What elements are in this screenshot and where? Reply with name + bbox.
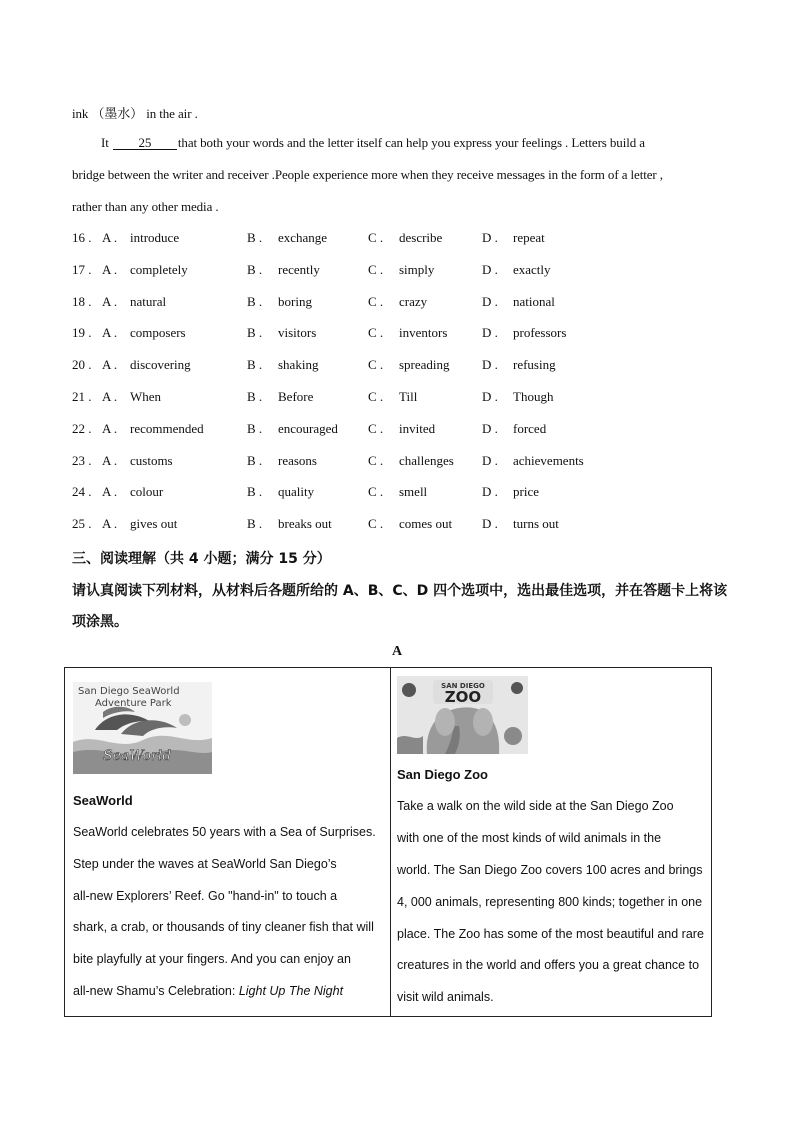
- question-number: 24 .: [72, 484, 92, 500]
- question-number: 19 .: [72, 325, 92, 341]
- zoo-text-line: with one of the most kinds of wild animals in the: [397, 831, 662, 845]
- option-letter-d: D .: [482, 230, 498, 245]
- question-row: [72, 294, 692, 326]
- seaworld-text-last-start: all-new Shamu’s Celebration:: [73, 984, 239, 998]
- option-letter-d: D .: [482, 325, 498, 341]
- option-b: breaks out: [278, 516, 332, 532]
- question-row: [72, 230, 692, 262]
- question-options-list: [72, 230, 692, 548]
- question-number: 22 .: [72, 420, 92, 436]
- zoo-logo-text-2: ZOO: [444, 688, 482, 706]
- option-letter-a: A .: [102, 293, 118, 309]
- option-letter-b: B .: [247, 420, 263, 436]
- seaworld-title: SeaWorld: [73, 793, 133, 808]
- option-letter-a: A .: [102, 484, 118, 500]
- option-a: recommended: [130, 420, 204, 436]
- option-letter-a: A .: [102, 230, 118, 245]
- option-letter-c: C .: [368, 293, 384, 309]
- seaworld-logo-brand: SeaWorld: [103, 748, 172, 764]
- option-a: completely: [130, 261, 188, 277]
- option-letter-b: B .: [247, 452, 263, 468]
- option-letter-a: A .: [102, 420, 118, 436]
- zoo-text-line: world. The San Diego Zoo covers 100 acres and brings: [397, 863, 703, 877]
- seaworld-text-line: SeaWorld celebrates 50 years with a Sea of Surprises.: [73, 825, 376, 839]
- zoo-text-line: Take a walk on the wild side at the San Diego Zoo: [397, 799, 674, 813]
- option-d: achievements: [513, 452, 584, 468]
- option-d: national: [513, 293, 555, 309]
- option-letter-c: C .: [368, 484, 384, 500]
- seaworld-text-line: all-new Explorers’ Reef. Go "hand-in" to touch a: [73, 889, 338, 903]
- option-c: comes out: [399, 516, 453, 532]
- option-a: When: [130, 388, 162, 404]
- seaworld-text-line: Step under the waves at SeaWorld San Diego’s: [73, 857, 337, 871]
- section-heading: 三、阅读理解（共 4 小题；满分 15 分）: [72, 551, 331, 567]
- zoo-text-line: place. The Zoo has some of the most beautiful and rare: [397, 927, 704, 941]
- option-b: visitors: [278, 325, 317, 341]
- option-letter-c: C .: [368, 420, 384, 436]
- option-letter-d: D .: [482, 516, 498, 532]
- option-b: Before: [278, 388, 314, 404]
- option-letter-c: C .: [368, 452, 384, 468]
- answer-blank-25: 25: [113, 136, 177, 150]
- option-a: introduce: [130, 230, 180, 245]
- option-letter-b: B .: [247, 357, 263, 373]
- option-b: encouraged: [278, 420, 338, 436]
- seaworld-text-line: shark, a crab, or thousands of tiny cleaner fish that will: [73, 920, 374, 934]
- option-letter-d: D .: [482, 388, 498, 404]
- question-row: [72, 357, 692, 389]
- zoo-title: San Diego Zoo: [397, 767, 488, 782]
- option-letter-a: A .: [102, 388, 118, 404]
- section-instruction-line-1: 请认真阅读下列材料，从材料后各题所给的 A、B、C、D 四个选项中，选出最佳选项，并在答题卡上将该: [72, 583, 728, 599]
- option-letter-c: C .: [368, 388, 384, 404]
- option-d: turns out: [513, 516, 559, 532]
- option-letter-a: A .: [102, 325, 118, 341]
- option-letter-a: A .: [102, 516, 118, 532]
- option-c: invited: [399, 420, 436, 436]
- question-number: 18 .: [72, 293, 92, 309]
- question-row: [72, 484, 692, 516]
- question-number: 23 .: [72, 452, 92, 468]
- option-c: describe: [399, 230, 443, 245]
- option-letter-a: A .: [102, 357, 118, 373]
- question-row: [72, 389, 692, 421]
- option-letter-d: D .: [482, 261, 498, 277]
- section-instruction-line-2: 项涂黑。: [72, 614, 128, 630]
- option-letter-c: C .: [368, 516, 384, 532]
- option-letter-b: B .: [247, 261, 263, 277]
- question-number: 25 .: [72, 516, 92, 532]
- option-d: exactly: [513, 261, 551, 277]
- option-d: forced: [513, 420, 547, 436]
- option-letter-a: A .: [102, 452, 118, 468]
- option-b: quality: [278, 484, 315, 500]
- question-row: [72, 453, 692, 485]
- option-d: professors: [513, 325, 567, 341]
- zoo-text-line: visit wild animals.: [397, 990, 494, 1004]
- option-letter-b: B .: [247, 325, 263, 341]
- zoo-text-line: creatures in the world and offers you a great chance to: [397, 958, 700, 972]
- passage-line-3: bridge between the writer and receiver .People experience more when they receive messages in the form of a letter ,: [72, 167, 663, 182]
- option-letter-d: D .: [482, 420, 498, 436]
- seaworld-logo-text-2: Adventure Park: [95, 698, 172, 709]
- option-letter-c: C .: [368, 261, 384, 277]
- seaworld-text-line: bite playfully at your fingers. And you can enjoy an: [73, 952, 351, 966]
- question-row: [72, 262, 692, 294]
- option-d: price: [513, 484, 539, 500]
- seaworld-text-line-last: [73, 984, 343, 998]
- option-c: simply: [399, 261, 435, 277]
- option-a: composers: [130, 325, 186, 341]
- question-row: [72, 325, 692, 357]
- seaworld-logo-text-1: San Diego SeaWorld: [78, 686, 180, 697]
- option-a: natural: [130, 293, 167, 309]
- option-letter-c: C .: [368, 325, 384, 341]
- option-letter-b: B .: [247, 230, 263, 245]
- option-d: Though: [513, 388, 554, 404]
- option-a: discovering: [130, 357, 191, 373]
- question-number: 21 .: [72, 388, 92, 404]
- option-a: gives out: [130, 516, 178, 532]
- zoo-logo-text-1: SAN DIEGO: [441, 682, 485, 690]
- passage-line-2-end: that both your words and the letter itself can help you express your feelings . Letters build a: [177, 135, 645, 150]
- option-b: shaking: [278, 357, 319, 373]
- option-a: colour: [130, 484, 164, 500]
- reading-material-table: [64, 667, 712, 1017]
- option-letter-d: D .: [482, 293, 498, 309]
- question-number: 16 .: [72, 230, 92, 245]
- seaworld-logo-image: [73, 682, 212, 774]
- option-d: repeat: [513, 230, 545, 245]
- question-number: 20 .: [72, 357, 92, 373]
- option-b: boring: [278, 293, 312, 309]
- option-c: Till: [399, 388, 418, 404]
- option-a: customs: [130, 452, 173, 468]
- option-c: spreading: [399, 357, 450, 373]
- option-letter-d: D .: [482, 484, 498, 500]
- passage-line-1: ink （墨水） in the air .: [72, 106, 198, 121]
- option-letter-c: C .: [368, 230, 384, 245]
- option-letter-b: B .: [247, 388, 263, 404]
- option-b: reasons: [278, 452, 317, 468]
- passage-line-2: [101, 135, 645, 151]
- zoo-logo-image: [397, 676, 528, 754]
- option-letter-b: B .: [247, 516, 263, 532]
- option-letter-d: D .: [482, 452, 498, 468]
- option-letter-a: A .: [102, 261, 118, 277]
- column-divider: [390, 668, 391, 1016]
- option-d: refusing: [513, 357, 556, 373]
- option-c: smell: [399, 484, 428, 500]
- option-c: challenges: [399, 452, 454, 468]
- seaworld-show-title: Light Up The Night: [238, 984, 344, 998]
- passage-line-4: rather than any other media .: [72, 199, 219, 214]
- question-row: [72, 421, 692, 453]
- question-row: [72, 516, 692, 548]
- option-c: inventors: [399, 325, 448, 341]
- option-letter-d: D .: [482, 357, 498, 373]
- option-b: recently: [278, 261, 320, 277]
- part-label: A: [392, 644, 403, 659]
- passage-line-2-start: It: [101, 135, 109, 150]
- option-letter-b: B .: [247, 484, 263, 500]
- question-number: 17 .: [72, 261, 92, 277]
- option-letter-c: C .: [368, 357, 384, 373]
- option-b: exchange: [278, 230, 328, 245]
- option-letter-b: B .: [247, 293, 263, 309]
- option-c: crazy: [399, 293, 428, 309]
- zoo-text-line: 4, 000 animals, representing 800 kinds; together in one: [397, 895, 703, 909]
